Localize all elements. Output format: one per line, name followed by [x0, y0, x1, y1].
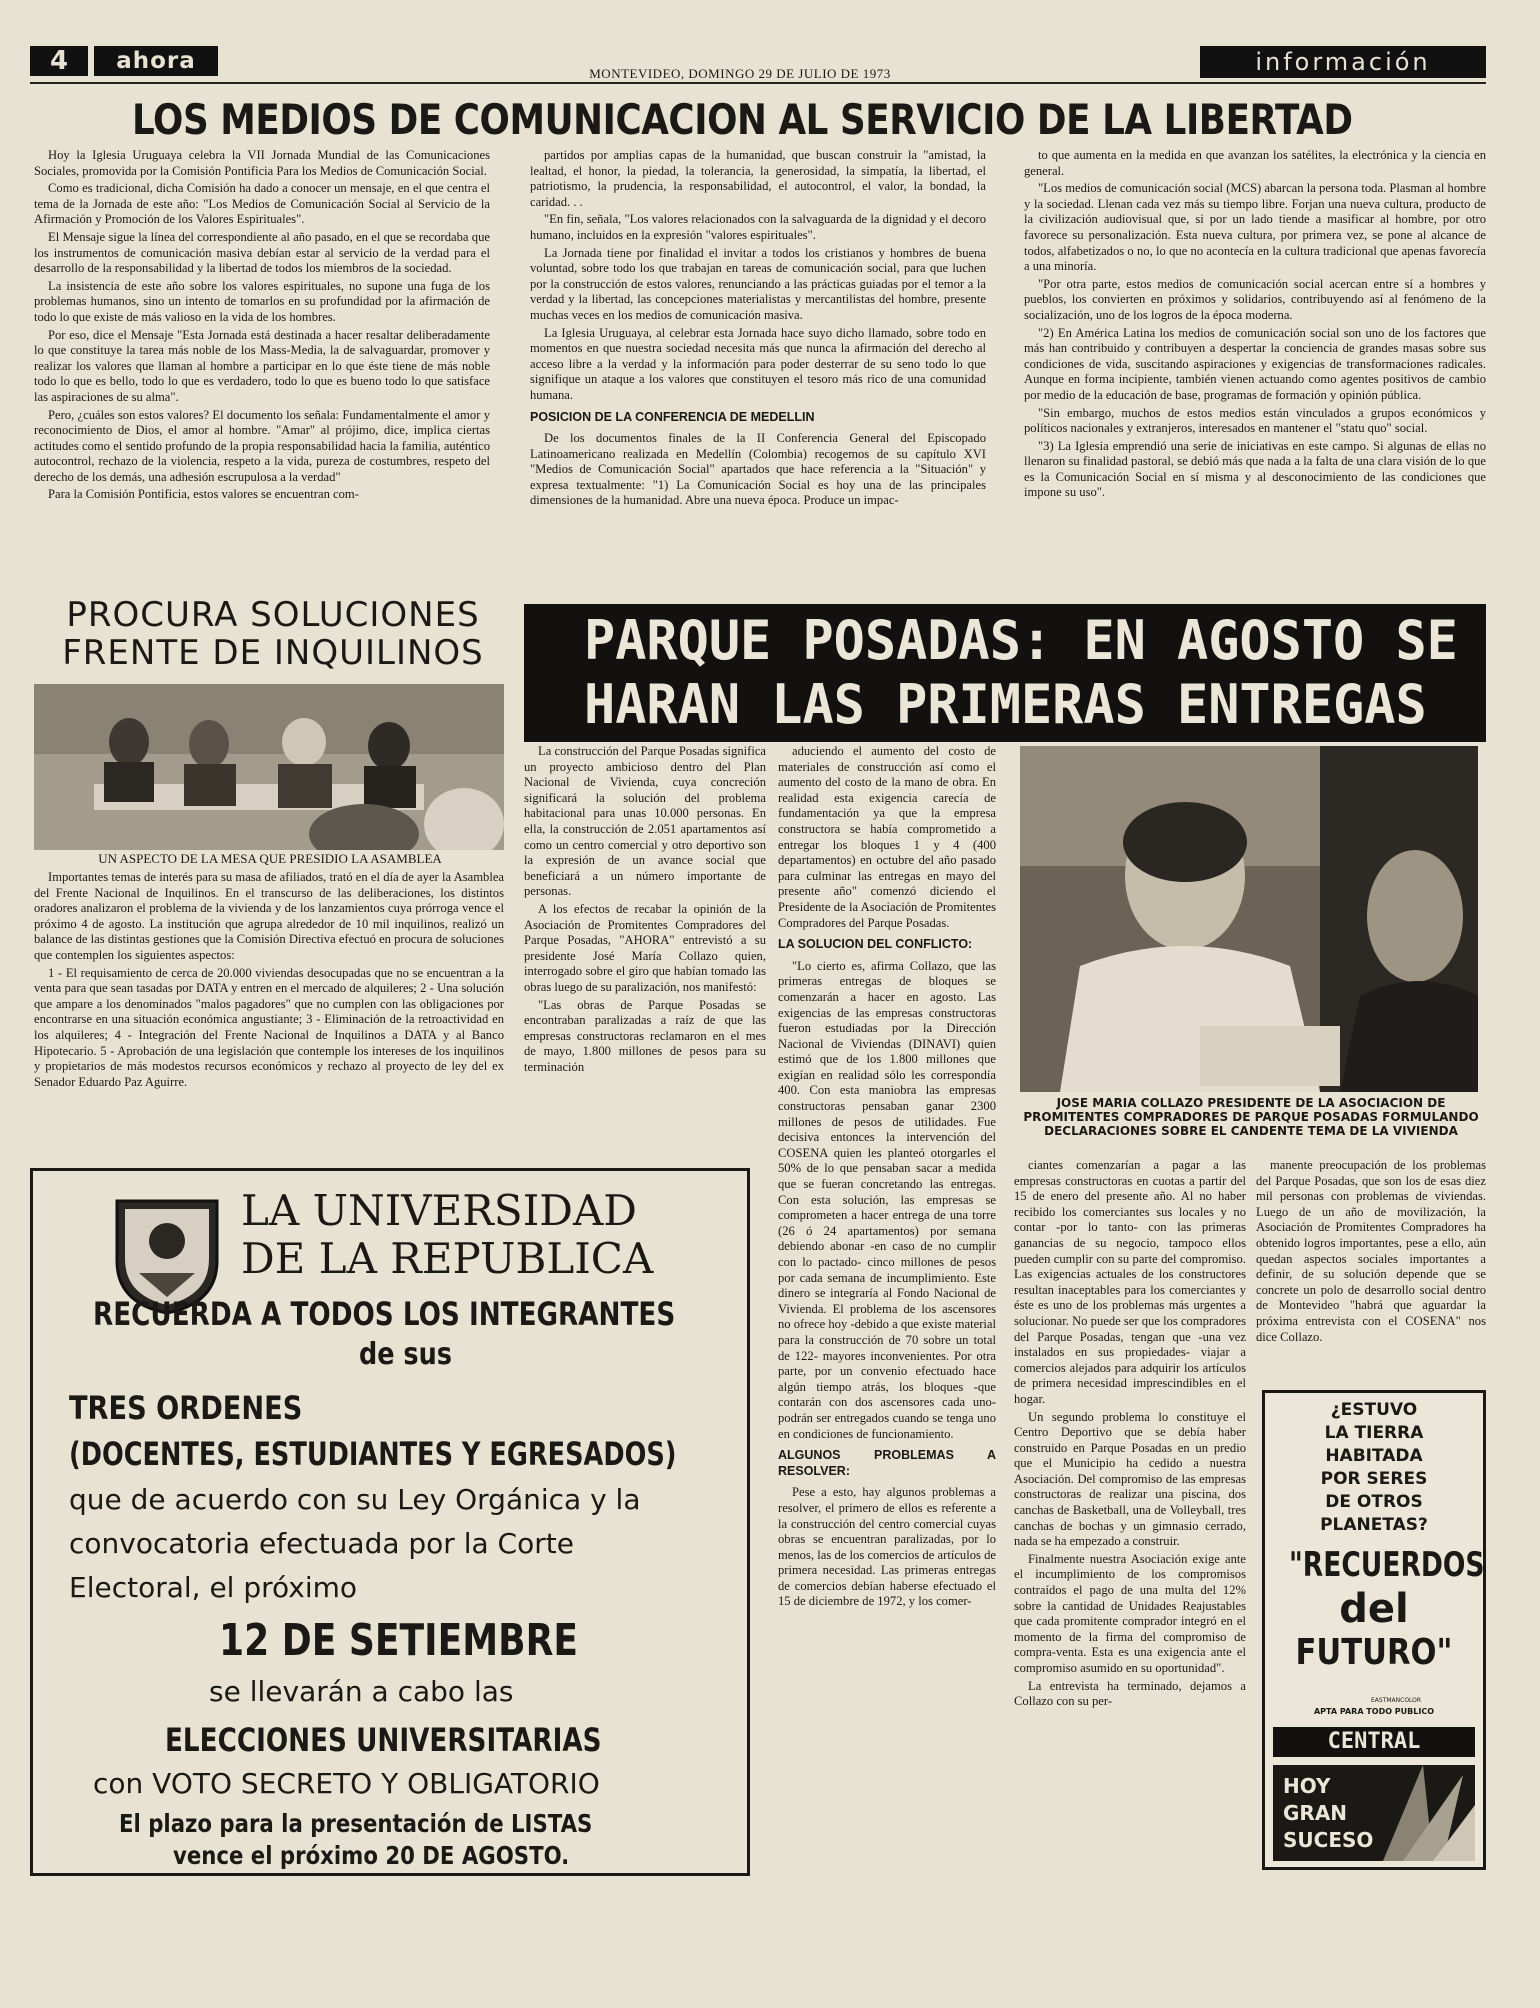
ad-line: ELECCIONES UNIVERSITARIAS	[165, 1721, 602, 1759]
ad-line: de sus	[359, 1337, 452, 1372]
medios-column-2	[530, 148, 986, 590]
headline-inquilinos	[30, 596, 516, 672]
paragraph: "Por otra parte, estos medios de comunicación social acercan entre sí a hombres y pueblos, los convierten en próximos y solidarios, contribuyendo así al fenómeno de la socialización, uno de los logros de la época moderna.	[1024, 276, 1486, 322]
headline-medios: LOS MEDIOS DE COMUNICACION AL SERVICIO DE LA LIBERTAD	[132, 95, 1353, 144]
ad-line: con VOTO SECRETO Y OBLIGATORIO	[93, 1767, 600, 1800]
paragraph: "Sin embargo, muchos de estos medios están vinculados a grupos económicos y políticos nacionales y extranjeros, interesados en mantener el "statu quo" social.	[1024, 405, 1486, 436]
headline-line: PROCURA SOLUCIONES	[66, 595, 480, 635]
section-box: información	[1200, 46, 1486, 78]
subhead-medellin: POSICION DE LA CONFERENCIA DE MEDELLIN	[530, 409, 815, 424]
ad-line: DE OTROS	[1325, 1492, 1423, 1512]
paragraph: to que aumenta en la medida en que avanzan los satélites, la electrónica y la ciencia en general.	[1024, 148, 1486, 178]
paragraph: partidos por amplias capas de la humanidad, que buscan construir la "amistad, la lealtad, el honor, la piedad, la tolerancia, la generosidad, la simpatía, la libertad, el patriotismo, la prudencia, la responsabilidad, el autocontrol, el valor, la bondad, la caridad. . .	[530, 148, 986, 209]
paragraph: De los documentos finales de la II Conferencia General del Episcopado Latinoamericano realizada en Medellín (Colombia) recogemos de su capítulo XVI "Medios de Comunicación Social" apartados que hace referencia a la "Situación" y expresa textualmente: "1) La Comunicación Social es hoy una de las principales dimensiones de la humanidad. Abre una nueva época. Produce un impac-	[530, 431, 986, 508]
ad-line: Electoral, el próximo	[69, 1571, 358, 1604]
paragraph: aduciendo el aumento del costo de materiales de construcción así como el aumento del costo de la mano de obra. En realidad esta exigencia carecía de fundamentación ya que la empresa constructora se había comprometido a entregar los bloques 1 y 4 (400 departamentos) en octubre del año pasado para culminar las entregas en mayo del presente año" comenzó diciendo el Presidente de la Asociación de Promitentes Compradores del Parque Posadas.	[778, 744, 996, 930]
headline-line: FRENTE DE INQUILINOS	[62, 633, 484, 673]
ad-line: DE LA REPUBLICA	[241, 1234, 654, 1283]
ad-question	[1265, 1399, 1483, 1537]
ad-line: convocatoria efectuada por la Corte	[69, 1527, 574, 1560]
ad-line: del	[1339, 1586, 1409, 1632]
paragraph: "2) En América Latina los medios de comunicación social son uno de los factores que más han contribuido y contribuyen a despertar la conciencia de grandes masas sobre sus condiciones de vida, suscitando aspiraciones y exigencias de transformaciones radicales. Aunque en forma incipiente, también vienen actuando como agentes positivos de cambio por medio de la educación de base, programas de formación y opinión pública.	[1024, 325, 1486, 402]
ad-line: PLANETAS?	[1320, 1515, 1428, 1535]
paragraph: La Jornada tiene por finalidad el invitar a todos los cristianos y hombres de buena voluntad, sobre todo los que trabajan en tareas de comunicación social, para que luchen por la construcción de estos valores, renunciando a las prácticas guiadas por el temor a la verdad y la libertad, las concepciones materialistas y mercantilistas del hombre, presente muchas veces en los medios de comunicación masiva.	[530, 245, 986, 322]
headline-line: PARQUE POSADAS: EN AGOSTO SE	[584, 609, 1458, 672]
paragraph: ciantes comenzarían a pagar a las empresas constructoras en cuotas a partir del 15 de enero del presente año. Al no haber recibido los comerciantes sus locales y no contar -por lo tanto- con las primeras ganancias de su negocio, tampoco ellos pueden cumplir con su parte del compromiso. Las exigencias actuales de los constructores resultan inaceptables para los comerciantes y éste es uno de los problemas más urgentes a solucionar. No puede ser que los compradores del Parque Posadas, tengan que -una vez instalados en sus propiedades- viajar a comercios alejados para adquirir los artículos de primera necesidad imprescindibles en el hogar.	[1014, 1158, 1246, 1406]
paragraph: La Iglesia Uruguaya, al celebrar esta Jornada hace suyo dicho llamado, sobre todo en momentos en que nuestra sociedad necesita más que nunca la afirmación del derecho al acceso libre a la verdad y la información para poder desterrar de su seno todo lo que signifique un ataque a los valores que constituyen el tesoro más rico de una comunidad humana.	[530, 325, 986, 402]
headline-line: HARAN LAS PRIMERAS ENTREGAS	[584, 673, 1427, 736]
paragraph: La entrevista ha terminado, dejamos a Collazo con su per-	[1014, 1678, 1246, 1709]
ad-line: 12 DE SETIEMBRE	[219, 1615, 579, 1666]
paragraph: 1 - El requisamiento de cerca de 20.000 viviendas desocupadas que no se encuentran a la venta para que sean tasadas por DATA y entren en el mercado de alquileres; 2 - Una solución que ampare a los denominados "malos pagadores" que no cumplen con las obligaciones por encontrarse en una situación económica angustiante; 3 - Eliminación de la retroactividad en los alquileres; 4 - Integración del Frente Nacional de Inquilinos a DATA y al Banco Hipotecario. 5 - Aprobación de una legislación que contemple los intereses de los inquilinos y propietarios de más modestos recursos económicos y rechazo al proyecto de ley del ex Senador Eduardo Paz Aguirre.	[34, 965, 504, 1089]
ad-line: LA UNIVERSIDAD	[241, 1186, 637, 1235]
ad-line: "RECUERDOS	[1288, 1545, 1485, 1585]
paragraph: Pese a esto, hay algunos problemas a resolver, el primero de ellos es referente a la construcción del centro comercial cuyas obras se encuentran paralizadas, por lo menos, las de los comercios de artículos de primera necesidad. Las primeras entregas de comercios debían haberse efectuado el 15 de diciembre de 1972, y los comer-	[778, 1485, 996, 1609]
photo-collazo-image	[1020, 746, 1478, 1092]
parque-column-1	[524, 744, 766, 1164]
ad-line: FUTURO"	[1295, 1632, 1453, 1673]
paragraph: A los efectos de recabar la opinión de la Asociación de Promitentes Compradores del Parque Posadas, "AHORA" entrevistó a su presidente José María Collazo quien, interrogado sobre el giro que habían tomado las obras luego de su paralización, nos manifestó:	[524, 901, 766, 994]
caption-collazo: JOSE MARIA COLLAZO PRESIDENTE DE LA ASOCIACION DE PROMITENTES COMPRADORES DE PARQUE POSADAS FORMULANDO DECLARACIONES SOBRE EL CANDENTE TEMA DE LA VIVIENDA	[1023, 1096, 1479, 1138]
paragraph: manente preocupación de los problemas del Parque Posadas, que son los de esas diez mil personas con problemas de viviendas. Luego de un año de movilización, la Asociación de Promitentes Compradores ha obtenido logros importantes, pese a ello, aún quedan aspectos sociales importantes a definir, de su solución depende que se concrete un polo de desarrollo social dentro de Montevideo "habrá que aguardar la próxima entrevista con el COSENA" nos dice Collazo.	[1256, 1158, 1486, 1344]
ad-line: POR SERES	[1320, 1469, 1428, 1489]
photo-asamblea	[34, 684, 504, 850]
subhead-solucion: LA SOLUCION DEL CONFLICTO:	[778, 937, 973, 952]
ad-universidad	[30, 1168, 750, 1876]
ad-line: se llevarán a cabo las	[209, 1675, 514, 1708]
medios-column-3	[1024, 148, 1486, 586]
ad-line: HABITADA	[1325, 1446, 1423, 1466]
ad-line: GRAN	[1283, 1801, 1348, 1825]
paragraph: Importantes temas de interés para su masa de afiliados, trató en el día de ayer la Asamblea del Frente Nacional de Inquilinos. En el transcurso de las deliberaciones, los distintos oradores analizaron el problema de la vivienda y de los lanzamientos cuya prórroga vence el próximo 4 de agosto. La institución que agrupa alrededor de 10 mil inquilinos, realizó un balance de las distintas gestiones que la Comisión Directiva efectuó en procura de soluciones que contemplen los siguientes aspectos:	[34, 870, 504, 962]
photo-collazo	[1020, 746, 1478, 1092]
paragraph: Hoy la Iglesia Uruguaya celebra la VII Jornada Mundial de las Comunicaciones Sociales, promovida por la Comisión Pontificia Para los Medios de Comunicación Social.	[34, 148, 490, 178]
ad-small: EASTMANCOLOR	[1371, 1697, 1422, 1704]
ad-line: vence el próximo 20 DE AGOSTO.	[173, 1841, 570, 1870]
ad-rating: APTA PARA TODO PUBLICO	[1313, 1707, 1434, 1716]
parque-column-4	[1256, 1158, 1486, 1368]
ad-tag	[1283, 1773, 1373, 1854]
ad-line: El plazo para la presentación de LISTAS	[119, 1809, 593, 1838]
paragraph: "Los medios de comunicación social (MCS) abarcan la persona toda. Plasman al hombre y la sociedad. Llenan cada vez más su tiempo libre. Forjan una nueva cultura, producto de la civilización audiovisual que, si por un lado tiende a masificar al hombre, por otro favorece su personalización. Esta nueva cultura, por primera vez, se pone al alcance de todos, alfabetizados o no, lo que no acontecía en la cultura tradicional que apenas favorecía a una minoría.	[1024, 181, 1486, 274]
ad-line: (DOCENTES, ESTUDIANTES Y EGRESADOS)	[69, 1435, 677, 1473]
header-rule	[30, 82, 1486, 84]
caption-asamblea: UN ASPECTO DE LA MESA QUE PRESIDIO LA ASAMBLEA	[98, 851, 442, 866]
paragraph: Pero, ¿cuáles son estos valores? El documento los señala: Fundamentalmente el amor y reconocimiento de Dios, el amor al hombre. "Amar" al prójimo, dice, implica ciertas actitudes como el sentido profundo de la propia responsabilidad hacia la familia, auténtico autocontrol, rechazo de la violencia, respeto a la vida, pureza de costumbres, respeto del derecho de los demás, una adhesión escrupulosa a la verdad"	[34, 407, 490, 484]
page-number-box: 4	[30, 46, 88, 76]
subhead-problemas: ALGUNOS PROBLEMAS A RESOLVER:	[778, 1448, 996, 1478]
paragraph: Para la Comisión Pontificia, estos valores se encuentran com-	[48, 487, 359, 502]
paragraph: El Mensaje sigue la línea del correspondiente al año pasado, en el que se recordaba que los instrumentos de comunicación masiva debían estar al servicio de la verdad para el desarrollo de la responsabilidad y la libertad de todos los miembros de la sociedad.	[34, 229, 490, 276]
ad-line: SUCESO	[1283, 1828, 1374, 1852]
paragraph: "En fin, señala, "Los valores relacionados con la salvaguarda de la dignidad y el decoro humano, incluidos en la expresión "valores espirituales".	[530, 212, 986, 242]
photo-asamblea-image	[34, 684, 504, 850]
ad-recuerdos	[1262, 1390, 1486, 1870]
movie-title	[1265, 1543, 1483, 1675]
ad-line: RECUERDA A TODOS LOS INTEGRANTES	[93, 1295, 676, 1333]
theater-box: CENTRAL	[1273, 1727, 1475, 1757]
paragraph: "Lo cierto es, afirma Collazo, que las primeras entregas de bloques se comenzarán a hacer en agosto. Las exigencias de las empresas constructoras fueron estudiadas por la Dirección Nacional de Viviendas (DINAVI) quien estimó que de los 1.800 millones que exigían en realidad sólo les correspondía 400. Con esta maniobra las empresas constructoras pensaban ganar 2300 millones de pesos de utilidades. Fue decisiva entonces la intervención del COSENA quien les planteó otorgarles el 50% de lo que pensaban sacar a medida que se fueran concretando las entregas. Con esta solución, las empresas se comprometen a hacer entrega de una torre (26 ó 24 apartamentos) por semana debiendo abonar -en caso de no cumplir con lo pactado- cinco millones de pesos por cada semana de incumplimiento. Este dinero se integraría al Fondo Nacional de Vivienda. El problema de los ascensores no ofrece hoy -debido a que existe material para la construcción de 70 sobre un total de 122- mayores inconvenientes. Por otra parte, por un convenio efectuado hace algún tiempo atrás, los bloques -que contarán con dos ascensores cada uno- podrán ser entregados cuando se tenga uno en condiciones de funcionamiento.	[778, 958, 996, 1441]
ad-line: ¿ESTUVO	[1330, 1400, 1418, 1420]
parque-column-3	[1014, 1158, 1246, 1876]
paragraph: Por eso, dice el Mensaje "Esta Jornada está destinada a hacer resaltar deliberadamente lo que constituye la tarea más noble de los Mass-Media, la de salvaguardar, promover y realizar los valores que llaman al hombre a participar en lo que éste tiene de más noble todo lo que es bello, todo lo que es verdadero, todo lo que es bueno todo lo que satisface las aspiraciones de su alma".	[34, 327, 490, 404]
paragraph: La insistencia de este año sobre los valores espirituales, no supone una fuga de los problemas humanos, sino un intento de tomarlos en su profundidad por la afirmación de todo lo que existe de más valioso en la vida de los hombres.	[34, 278, 490, 324]
starburst-icon	[1373, 1765, 1475, 1861]
paragraph: "3) La Iglesia emprendió una serie de iniciativas en este campo. Si algunas de ellas no llenaron su finalidad pastoral, se debió más que nada a la falta de una clara visión de lo que es la Comunicación Social en sí misma y al desconocimiento de las condiciones que impone su uso".	[1024, 438, 1486, 500]
paragraph: Finalmente nuestra Asociación exige ante el incumplimiento de los compromisos contraídos el pago de una multa del 12% sobre la cantidad de Unidades Reajustables que cada promitente comprador integró en el momento de la firma del compromiso de compra-venta. Esta es una exigencia ante el compromiso asumido en su oportunidad".	[1014, 1551, 1246, 1675]
paragraph: Como es tradicional, dicha Comisión ha dado a conocer un mensaje, en el que centra el tema de la Jornada de este año: "Los Medios de Comunicación Social al Servicio de la Afirmación y Promoción de los Valores Espirituales".	[34, 181, 490, 227]
ad-line: TRES ORDENES	[69, 1389, 303, 1427]
dateline: MONTEVIDEO, DOMINGO 29 DE JULIO DE 1973	[589, 66, 891, 81]
inquilinos-body	[34, 870, 504, 1160]
paragraph: "Las obras de Parque Posadas se encontraban paralizadas a raíz de que las empresas constructoras reclamaron en el mes de mayo, 1.800 millones de pesos para su terminación	[524, 997, 766, 1074]
paper-name: ahora	[94, 46, 218, 76]
headline-parque-box	[524, 604, 1486, 742]
paragraph: Un segundo problema lo constituye el Centro Deportivo que se debía haber construido en Parque Posadas en un predio que el Municipio ha cedido a nuestra Asociación. Del compromiso de las empresas constructoras de realizar una piscina, dos canchas de Basketball, una de Volleyball, tres canchas de bochas y un gimnasio cerrado, nada se ha empezado a construir.	[1014, 1409, 1246, 1549]
paragraph: La construcción del Parque Posadas significa un proyecto ambicioso dentro del Plan Nacional de Vivienda, cuya concreción significará la solución del problema habitacional para unas 10.000 personas. En ella, la construcción de 2.051 apartamentos así como un centro comercial y otro deportivo son la expresión de un avance social que beneficiará a un número importante de personas.	[524, 744, 766, 899]
ad-line: que de acuerdo con su Ley Orgánica y la	[69, 1483, 641, 1516]
ad-line: LA TIERRA	[1324, 1423, 1424, 1443]
medios-column-1	[34, 148, 490, 588]
ad-tag-box	[1273, 1765, 1475, 1861]
ad-line: HOY	[1283, 1774, 1331, 1798]
